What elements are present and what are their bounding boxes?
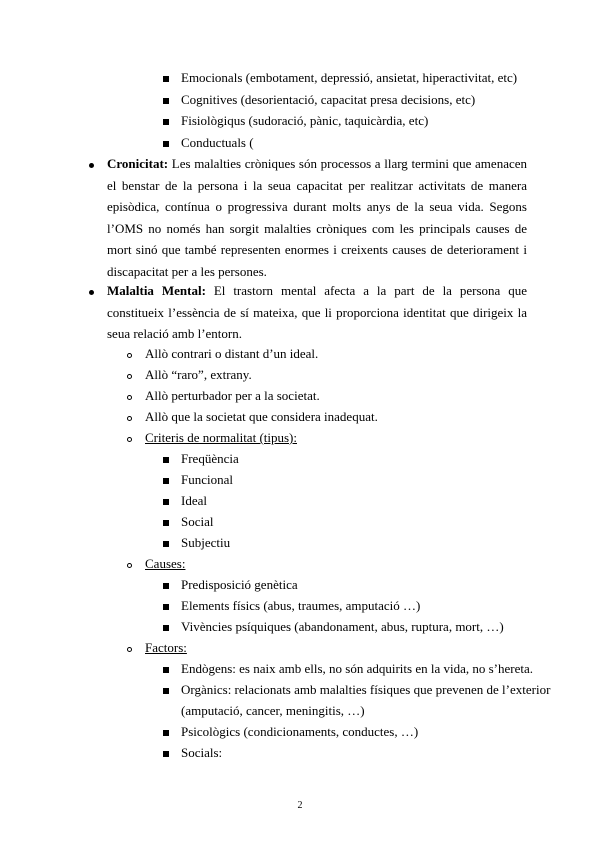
square-bullet-icon <box>163 679 169 700</box>
factors-heading: Factors: <box>145 640 187 655</box>
list-item: Endògens: es naix amb ells, no són adquirits en la vida, no s’hereta. <box>181 661 534 676</box>
hollow-bullet-icon <box>127 406 132 427</box>
list-item: Social <box>181 514 214 529</box>
list-item: Allò que la societat que considera inadequat. <box>145 409 378 424</box>
square-bullet-icon <box>163 110 169 131</box>
list-item: Conductuals ( <box>181 135 254 150</box>
round-bullet-icon <box>89 153 94 174</box>
malaltia-term: Malaltia Mental: <box>107 283 206 298</box>
list-item-continuation: (amputació, cancer, meningitis, …) <box>181 703 365 718</box>
cronicitat-term: Cronicitat: <box>107 156 169 171</box>
square-bullet-icon <box>163 574 169 595</box>
cronicitat-paragraph <box>107 153 527 282</box>
hollow-bullet-icon <box>127 553 132 574</box>
list-item: Orgànics: relacionats amb malalties físiques que prevenen de l’exterior <box>181 682 551 697</box>
square-bullet-icon <box>163 132 169 153</box>
square-bullet-icon <box>163 89 169 110</box>
square-bullet-icon <box>163 511 169 532</box>
list-item: Emocionals (embotament, depressió, ansietat, hiperactivitat, etc) <box>181 70 518 85</box>
list-item: Ideal <box>181 493 207 508</box>
square-bullet-icon <box>163 721 169 742</box>
square-bullet-icon <box>163 595 169 616</box>
malaltia-text: El trastorn mental afecta a la part de la persona que constitueix l’essència de sí mateixa, que li proporciona identitat que dirigeix la seua relació amb l’entorn. <box>107 283 528 341</box>
list-item: Predisposició genètica <box>181 577 298 592</box>
list-item: Psicològics (condicionaments, conductes, …) <box>181 724 419 739</box>
square-bullet-icon <box>163 616 169 637</box>
list-item: Freqüència <box>181 451 239 466</box>
square-bullet-icon <box>163 742 169 763</box>
square-bullet-icon <box>163 658 169 679</box>
hollow-bullet-icon <box>127 637 132 658</box>
list-item: Cognitives (desorientació, capacitat presa decisions, etc) <box>181 92 476 107</box>
list-item: Funcional <box>181 472 233 487</box>
hollow-bullet-icon <box>127 385 132 406</box>
hollow-bullet-icon <box>127 427 132 448</box>
square-bullet-icon <box>163 532 169 553</box>
square-bullet-icon <box>163 469 169 490</box>
list-item: Elements físics (abus, traumes, amputació …) <box>181 598 421 613</box>
cronicitat-text: Les malalties cròniques són processos a llarg termini que amenacen el benstar de la persona i la seua capacitat per realitzar activitats de manera episòdica, contínua o progressiva durant molts anys de la seua vida. Segons l’OMS no només han sorgit malalties cròniques com les principals causes de mort sinó que també representen enormes i creixents causes de deteriorament i discapacitat per a les persones. <box>107 156 527 279</box>
criteris-heading: Criteris de normalitat (tipus): <box>145 430 297 445</box>
list-item: Allò “raro”, extrany. <box>145 367 252 382</box>
hollow-bullet-icon <box>127 343 132 364</box>
list-item: Vivències psíquiques (abandonament, abus, ruptura, mort, …) <box>181 619 504 634</box>
hollow-bullet-icon <box>127 364 132 385</box>
causes-heading: Causes: <box>145 556 186 571</box>
square-bullet-icon <box>163 67 169 88</box>
list-item: Socials: <box>181 745 223 760</box>
page-number: 2 <box>297 800 303 811</box>
list-item: Allò contrari o distant d’un ideal. <box>145 346 319 361</box>
list-item: Fisiològiqus (sudoració, pànic, taquicàrdia, etc) <box>181 113 429 128</box>
square-bullet-icon <box>163 490 169 511</box>
list-item: Allò perturbador per a la societat. <box>145 388 320 403</box>
malaltia-paragraph <box>107 280 527 345</box>
round-bullet-icon <box>89 280 94 301</box>
square-bullet-icon <box>163 448 169 469</box>
list-item: Subjectiu <box>181 535 231 550</box>
